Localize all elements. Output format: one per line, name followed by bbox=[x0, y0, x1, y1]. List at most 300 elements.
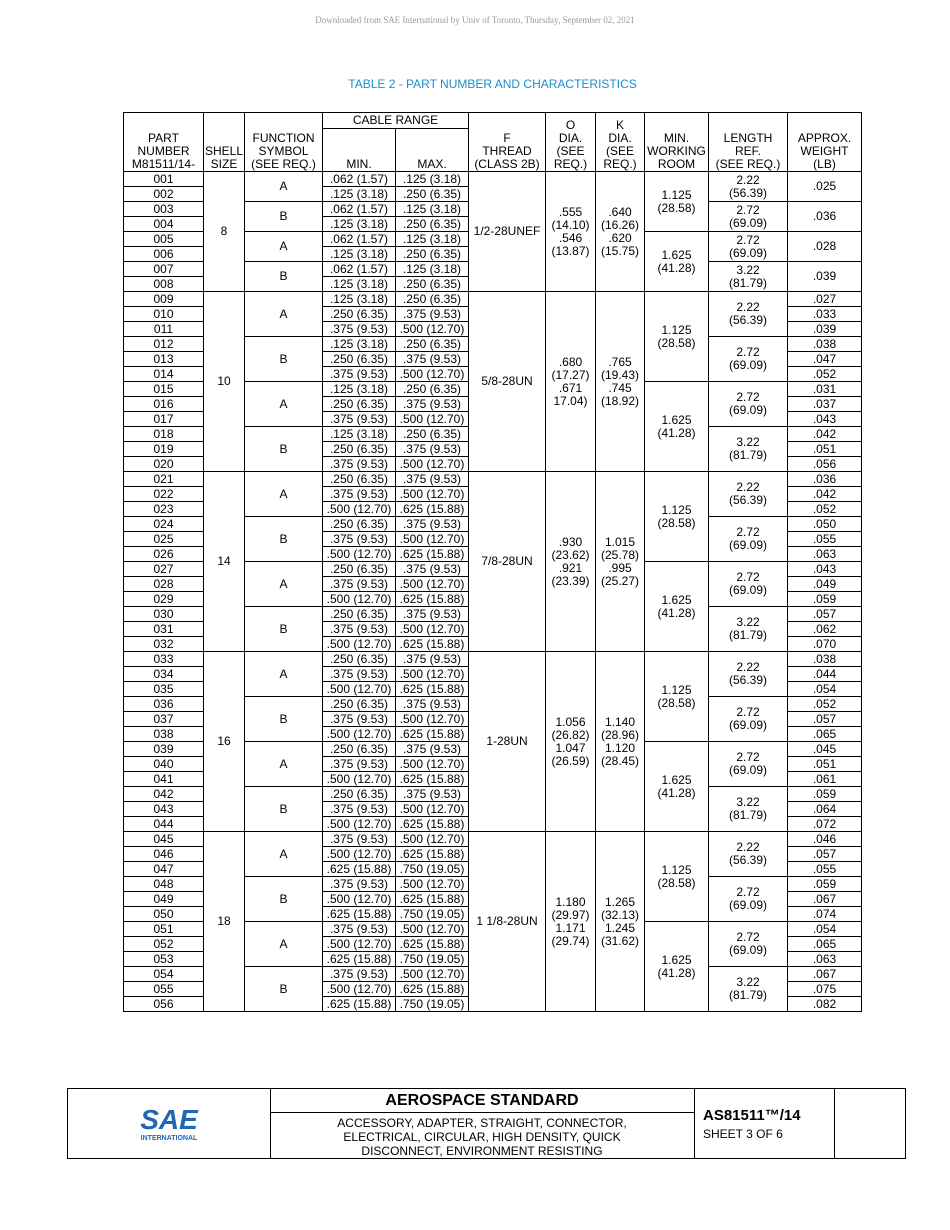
length-ref-line: 2.72 bbox=[736, 705, 760, 719]
cable-min-cell: .500 (12.70) bbox=[323, 682, 396, 697]
cable-min-cell: .375 (9.53) bbox=[323, 802, 396, 817]
o-dia-line: .546 bbox=[558, 230, 583, 245]
working-room-cell bbox=[645, 652, 709, 742]
header-line: SIZE bbox=[210, 157, 238, 171]
length-ref-line: (81.79) bbox=[728, 628, 768, 642]
working-room-line: 1.625 bbox=[661, 592, 692, 607]
cable-min-cell: .250 (6.35) bbox=[323, 397, 396, 412]
header-line: (LB) bbox=[813, 157, 836, 171]
weight-cell: .067 bbox=[788, 967, 862, 982]
description-line: ACCESSORY, ADAPTER, STRAIGHT, CONNECTOR, bbox=[337, 1116, 627, 1130]
o-dia-line: (13.87) bbox=[551, 243, 590, 258]
weight-cell: .036 bbox=[788, 202, 862, 232]
length-ref-line: (69.09) bbox=[728, 763, 768, 777]
cable-max-cell: .500 (12.70) bbox=[396, 487, 469, 502]
cable-max-cell: .625 (15.88) bbox=[396, 937, 469, 952]
length-ref-line: 2.72 bbox=[736, 885, 760, 899]
header-line: THREAD bbox=[482, 144, 532, 158]
weight-cell: .065 bbox=[788, 937, 862, 952]
function-symbol-cell: A bbox=[245, 232, 323, 262]
cable-min-cell: .500 (12.70) bbox=[323, 637, 396, 652]
length-ref-line: (56.39) bbox=[728, 673, 768, 687]
header-line: REF. bbox=[734, 144, 761, 158]
part-number-cell: 002 bbox=[124, 187, 204, 202]
working-room-line: 1.625 bbox=[661, 412, 692, 427]
length-ref-cell bbox=[709, 262, 788, 292]
weight-cell: .046 bbox=[788, 832, 862, 847]
weight-cell: .039 bbox=[788, 262, 862, 292]
length-ref-line: 2.22 bbox=[736, 172, 760, 187]
part-number-cell: 011 bbox=[124, 322, 204, 337]
k-dia-line: 1.015 bbox=[604, 534, 636, 549]
part-number-cell: 050 bbox=[124, 907, 204, 922]
cable-max-cell: .250 (6.35) bbox=[396, 217, 469, 232]
k-dia-line: 1.140 bbox=[604, 714, 636, 729]
part-number-cell: 026 bbox=[124, 547, 204, 562]
length-ref-line: (69.09) bbox=[728, 583, 768, 597]
description-line: DISCONNECT, ENVIRONMENT RESISTING bbox=[361, 1144, 603, 1158]
weight-cell: .028 bbox=[788, 232, 862, 262]
function-symbol-cell: A bbox=[245, 742, 323, 787]
part-number-cell: 056 bbox=[124, 997, 204, 1012]
cable-min-cell: .375 (9.53) bbox=[323, 757, 396, 772]
o-dia-line: 1.180 bbox=[555, 894, 586, 909]
function-symbol-cell: B bbox=[245, 337, 323, 382]
cable-min-cell: .250 (6.35) bbox=[323, 697, 396, 712]
part-number-table bbox=[123, 112, 862, 1012]
length-ref-line: (81.79) bbox=[728, 448, 768, 462]
k-dia-cell bbox=[596, 472, 645, 652]
table-row bbox=[124, 472, 862, 487]
k-dia-cell bbox=[596, 172, 645, 292]
cable-max-cell: .125 (3.18) bbox=[396, 202, 469, 217]
part-number-cell: 024 bbox=[124, 517, 204, 532]
function-symbol-cell: B bbox=[245, 202, 323, 232]
weight-cell: .051 bbox=[788, 757, 862, 772]
length-ref-cell bbox=[709, 427, 788, 472]
k-dia-line: .620 bbox=[608, 230, 632, 245]
cable-max-cell: .500 (12.70) bbox=[396, 412, 469, 427]
working-room-line: (41.28) bbox=[657, 785, 696, 800]
weight-cell: .082 bbox=[788, 997, 862, 1012]
cable-min-cell: .062 (1.57) bbox=[323, 202, 396, 217]
cable-max-cell: .125 (3.18) bbox=[396, 232, 469, 247]
cable-max-cell: .375 (9.53) bbox=[396, 442, 469, 457]
weight-cell: .039 bbox=[788, 322, 862, 337]
weight-cell: .057 bbox=[788, 607, 862, 622]
part-number-cell: 036 bbox=[124, 697, 204, 712]
part-number-cell: 031 bbox=[124, 622, 204, 637]
function-symbol-cell: B bbox=[245, 427, 323, 472]
document-description bbox=[270, 1116, 694, 1158]
thread-cell: 5/8-28UN bbox=[469, 292, 546, 472]
thread-cell: 1 1/8-28UN bbox=[469, 832, 546, 1012]
cable-max-cell: .500 (12.70) bbox=[396, 922, 469, 937]
header-line: ROOM bbox=[657, 157, 696, 171]
header-line: LENGTH bbox=[723, 131, 773, 145]
working-room-cell bbox=[645, 472, 709, 562]
cable-min-cell: .062 (1.57) bbox=[323, 232, 396, 247]
part-number-cell: 042 bbox=[124, 787, 204, 802]
header-line: (SEE REQ.) bbox=[251, 157, 316, 171]
header-line: (SEE REQ.) bbox=[715, 157, 781, 171]
length-ref-cell bbox=[709, 877, 788, 922]
header-line: PART bbox=[148, 131, 179, 145]
length-ref-line: 3.22 bbox=[736, 795, 760, 809]
weight-cell: .052 bbox=[788, 502, 862, 517]
k-dia-line: .765 bbox=[608, 354, 632, 369]
weight-cell: .067 bbox=[788, 892, 862, 907]
o-dia-line: (29.74) bbox=[551, 933, 590, 948]
cable-max-cell: .375 (9.53) bbox=[396, 472, 469, 487]
working-room-line: (41.28) bbox=[657, 965, 696, 980]
cable-max-cell: .375 (9.53) bbox=[396, 397, 469, 412]
table-body bbox=[124, 172, 862, 1012]
sheet-number: SHEET 3 OF 6 bbox=[703, 1127, 783, 1141]
thread-cell: 7/8-28UN bbox=[469, 472, 546, 652]
cable-max-cell: .250 (6.35) bbox=[396, 337, 469, 352]
part-number-cell: 006 bbox=[124, 247, 204, 262]
weight-cell: .025 bbox=[788, 172, 862, 202]
cable-max-cell: .375 (9.53) bbox=[396, 517, 469, 532]
header-cable-range: CABLE RANGE bbox=[323, 113, 469, 129]
function-symbol-cell: A bbox=[245, 472, 323, 517]
cable-max-cell: .500 (12.70) bbox=[396, 967, 469, 982]
cable-max-cell: .125 (3.18) bbox=[396, 172, 469, 187]
weight-cell: .070 bbox=[788, 637, 862, 652]
o-dia-line: (29.97) bbox=[551, 907, 590, 922]
weight-cell: .038 bbox=[788, 652, 862, 667]
length-ref-line: 3.22 bbox=[736, 615, 760, 629]
o-dia-line: (26.82) bbox=[551, 727, 590, 742]
k-dia-line: .745 bbox=[608, 380, 632, 395]
part-number-cell: 012 bbox=[124, 337, 204, 352]
shell-size-cell: 18 bbox=[204, 832, 245, 1012]
working-room-line: (28.58) bbox=[657, 695, 696, 710]
shell-size-cell: 8 bbox=[204, 172, 245, 292]
function-symbol-cell: B bbox=[245, 877, 323, 922]
k-dia-cell bbox=[596, 832, 645, 1012]
part-number-cell: 014 bbox=[124, 367, 204, 382]
o-dia-line: .671 bbox=[558, 380, 583, 395]
cable-max-cell: .625 (15.88) bbox=[396, 502, 469, 517]
o-dia-line: (14.10) bbox=[551, 217, 590, 232]
cable-max-cell: .500 (12.70) bbox=[396, 577, 469, 592]
working-room-line: 1.125 bbox=[661, 502, 692, 517]
k-dia-line: (16.26) bbox=[600, 217, 640, 232]
cable-min-cell: .125 (3.18) bbox=[323, 382, 396, 397]
weight-cell: .074 bbox=[788, 907, 862, 922]
o-dia-line: 1.171 bbox=[555, 920, 586, 935]
cable-min-cell: .125 (3.18) bbox=[323, 337, 396, 352]
working-room-line: 1.125 bbox=[661, 322, 692, 337]
part-number-cell: 035 bbox=[124, 682, 204, 697]
table-title: TABLE 2 - PART NUMBER AND CHARACTERISTICS bbox=[348, 77, 637, 91]
title-block bbox=[67, 1088, 906, 1159]
cable-min-cell: .250 (6.35) bbox=[323, 562, 396, 577]
function-symbol-cell: A bbox=[245, 562, 323, 607]
thread-cell: 1/2-28UNEF bbox=[469, 172, 546, 292]
part-number-cell: 045 bbox=[124, 832, 204, 847]
o-dia-line: (23.62) bbox=[551, 547, 590, 562]
description-cell bbox=[270, 1089, 695, 1158]
function-symbol-cell: B bbox=[245, 262, 323, 292]
header-line: M81511/14- bbox=[131, 157, 196, 171]
working-room-line: (41.28) bbox=[657, 260, 696, 275]
length-ref-line: 2.72 bbox=[736, 525, 760, 539]
working-room-line: (41.28) bbox=[657, 605, 696, 620]
header-line: SYMBOL bbox=[258, 144, 309, 158]
working-room-cell bbox=[645, 922, 709, 1012]
weight-cell: .036 bbox=[788, 472, 862, 487]
header-line: NUMBER bbox=[137, 144, 190, 158]
length-ref-line: 2.72 bbox=[736, 232, 760, 247]
cable-max-cell: .375 (9.53) bbox=[396, 562, 469, 577]
part-number-cell: 041 bbox=[124, 772, 204, 787]
function-symbol-cell: A bbox=[245, 172, 323, 202]
k-dia-line: (31.62) bbox=[600, 933, 640, 948]
working-room-cell bbox=[645, 742, 709, 832]
weight-cell: .064 bbox=[788, 802, 862, 817]
header-line: REQ.) bbox=[553, 157, 588, 171]
part-number-cell: 023 bbox=[124, 502, 204, 517]
working-room-cell bbox=[645, 832, 709, 922]
weight-cell: .059 bbox=[788, 787, 862, 802]
logo-text: SAE bbox=[140, 1103, 198, 1135]
part-number-cell: 037 bbox=[124, 712, 204, 727]
cable-min-cell: .250 (6.35) bbox=[323, 652, 396, 667]
part-number-cell: 010 bbox=[124, 307, 204, 322]
header-line: F bbox=[503, 131, 511, 145]
length-ref-line: 2.22 bbox=[736, 480, 760, 494]
length-ref-cell bbox=[709, 517, 788, 562]
header-line: (CLASS 2B) bbox=[474, 157, 540, 171]
cable-max-cell: .625 (15.88) bbox=[396, 637, 469, 652]
working-room-line: 1.625 bbox=[661, 772, 692, 787]
standard-type: AEROSPACE STANDARD bbox=[270, 1089, 694, 1113]
length-ref-cell bbox=[709, 232, 788, 262]
table-row bbox=[124, 292, 862, 307]
o-dia-line: .555 bbox=[558, 204, 583, 219]
length-ref-line: 2.22 bbox=[736, 300, 760, 314]
cable-max-cell: .625 (15.88) bbox=[396, 847, 469, 862]
weight-cell: .037 bbox=[788, 397, 862, 412]
cable-max-cell: .250 (6.35) bbox=[396, 382, 469, 397]
part-number-cell: 047 bbox=[124, 862, 204, 877]
weight-cell: .027 bbox=[788, 292, 862, 307]
length-ref-line: (69.09) bbox=[728, 943, 768, 957]
length-ref-line: 3.22 bbox=[736, 262, 760, 277]
working-room-line: (28.58) bbox=[657, 515, 696, 530]
part-number-cell: 004 bbox=[124, 217, 204, 232]
cable-max-cell: .375 (9.53) bbox=[396, 697, 469, 712]
length-ref-line: (69.09) bbox=[728, 245, 768, 260]
part-number-cell: 027 bbox=[124, 562, 204, 577]
weight-cell: .072 bbox=[788, 817, 862, 832]
cable-max-cell: .375 (9.53) bbox=[396, 787, 469, 802]
weight-cell: .031 bbox=[788, 382, 862, 397]
length-ref-cell bbox=[709, 967, 788, 1012]
part-number-cell: 020 bbox=[124, 457, 204, 472]
function-symbol-cell: B bbox=[245, 787, 323, 832]
length-ref-line: 2.72 bbox=[736, 202, 760, 217]
cable-max-cell: .750 (19.05) bbox=[396, 907, 469, 922]
weight-cell: .038 bbox=[788, 337, 862, 352]
cable-min-cell: .125 (3.18) bbox=[323, 292, 396, 307]
function-symbol-cell: B bbox=[245, 607, 323, 652]
cable-min-cell: .625 (15.88) bbox=[323, 862, 396, 877]
header-line: WEIGHT bbox=[800, 144, 849, 158]
header-min: MIN. bbox=[323, 129, 396, 172]
weight-cell: .055 bbox=[788, 532, 862, 547]
header-line: REQ.) bbox=[603, 157, 637, 171]
cable-min-cell: .500 (12.70) bbox=[323, 772, 396, 787]
cable-min-cell: .125 (3.18) bbox=[323, 427, 396, 442]
cable-min-cell: .125 (3.18) bbox=[323, 247, 396, 262]
cable-max-cell: .375 (9.53) bbox=[396, 607, 469, 622]
length-ref-cell bbox=[709, 607, 788, 652]
working-room-line: (28.58) bbox=[657, 335, 696, 350]
cable-min-cell: .375 (9.53) bbox=[323, 712, 396, 727]
length-ref-line: (81.79) bbox=[728, 988, 768, 1002]
weight-cell: .044 bbox=[788, 667, 862, 682]
document-number: AS81511™/14 bbox=[703, 1107, 801, 1124]
function-symbol-cell: B bbox=[245, 517, 323, 562]
part-number-cell: 008 bbox=[124, 277, 204, 292]
part-number-cell: 051 bbox=[124, 922, 204, 937]
cable-max-cell: .625 (15.88) bbox=[396, 682, 469, 697]
cable-max-cell: .625 (15.88) bbox=[396, 892, 469, 907]
o-dia-line: .930 bbox=[558, 534, 583, 549]
part-number-cell: 046 bbox=[124, 847, 204, 862]
working-room-line: (28.58) bbox=[657, 200, 696, 215]
cable-min-cell: .375 (9.53) bbox=[323, 322, 396, 337]
length-ref-line: 3.22 bbox=[736, 975, 760, 989]
o-dia-line: 17.04) bbox=[553, 393, 588, 408]
cable-max-cell: .750 (19.05) bbox=[396, 997, 469, 1012]
header-line: DIA. bbox=[558, 131, 583, 145]
part-number-cell: 029 bbox=[124, 592, 204, 607]
cable-min-cell: .375 (9.53) bbox=[323, 487, 396, 502]
part-number-cell: 054 bbox=[124, 967, 204, 982]
length-ref-line: (56.39) bbox=[728, 853, 768, 867]
o-dia-line: (26.59) bbox=[551, 753, 590, 768]
working-room-cell bbox=[645, 232, 709, 292]
cable-min-cell: .375 (9.53) bbox=[323, 577, 396, 592]
length-ref-line: (69.09) bbox=[728, 215, 768, 230]
weight-cell: .059 bbox=[788, 592, 862, 607]
weight-cell: .043 bbox=[788, 412, 862, 427]
o-dia-line: .921 bbox=[558, 560, 583, 575]
weight-cell: .054 bbox=[788, 922, 862, 937]
length-ref-line: (56.39) bbox=[728, 493, 768, 507]
weight-cell: .043 bbox=[788, 562, 862, 577]
part-number-cell: 044 bbox=[124, 817, 204, 832]
working-room-cell bbox=[645, 382, 709, 472]
k-dia-line: 1.265 bbox=[604, 894, 636, 909]
part-number-cell: 055 bbox=[124, 982, 204, 997]
header-function-symbol bbox=[245, 113, 323, 172]
length-ref-line: (69.09) bbox=[728, 898, 768, 912]
shell-size-cell: 10 bbox=[204, 292, 245, 472]
length-ref-cell bbox=[709, 337, 788, 382]
length-ref-cell bbox=[709, 742, 788, 787]
cable-max-cell: .625 (15.88) bbox=[396, 727, 469, 742]
cable-max-cell: .375 (9.53) bbox=[396, 352, 469, 367]
sae-logo bbox=[134, 1102, 204, 1146]
k-dia-line: (32.13) bbox=[600, 907, 640, 922]
length-ref-cell bbox=[709, 697, 788, 742]
cable-max-cell: .500 (12.70) bbox=[396, 667, 469, 682]
part-number-cell: 018 bbox=[124, 427, 204, 442]
cable-max-cell: .375 (9.53) bbox=[396, 652, 469, 667]
header-part-number bbox=[124, 113, 204, 172]
header-line: APPROX. bbox=[797, 131, 852, 145]
description-line: ELECTRICAL, CIRCULAR, HIGH DENSITY, QUICK bbox=[343, 1130, 621, 1144]
part-number-cell: 001 bbox=[124, 172, 204, 187]
cable-min-cell: .500 (12.70) bbox=[323, 817, 396, 832]
working-room-line: 1.125 bbox=[661, 682, 692, 697]
weight-cell: .062 bbox=[788, 622, 862, 637]
working-room-cell bbox=[645, 562, 709, 652]
k-dia-line: .995 bbox=[608, 560, 632, 575]
cable-max-cell: .250 (6.35) bbox=[396, 427, 469, 442]
weight-cell: .050 bbox=[788, 517, 862, 532]
cable-max-cell: .500 (12.70) bbox=[396, 712, 469, 727]
cable-max-cell: .500 (12.70) bbox=[396, 832, 469, 847]
cable-min-cell: .250 (6.35) bbox=[323, 742, 396, 757]
header-line: DIA. bbox=[608, 131, 632, 145]
cable-max-cell: .250 (6.35) bbox=[396, 247, 469, 262]
header-line: K bbox=[615, 118, 624, 132]
header-o-dia bbox=[546, 113, 596, 172]
cable-min-cell: .250 (6.35) bbox=[323, 787, 396, 802]
logo-cell bbox=[68, 1089, 271, 1158]
working-room-line: 1.125 bbox=[661, 862, 692, 877]
header-line: WORKING bbox=[647, 144, 706, 158]
weight-cell: .047 bbox=[788, 352, 862, 367]
cable-max-cell: .750 (19.05) bbox=[396, 862, 469, 877]
o-dia-cell bbox=[546, 292, 596, 472]
cable-min-cell: .500 (12.70) bbox=[323, 502, 396, 517]
function-symbol-cell: B bbox=[245, 697, 323, 742]
k-dia-line: (25.78) bbox=[600, 547, 640, 562]
document-number-cell bbox=[694, 1089, 835, 1158]
part-number-cell: 022 bbox=[124, 487, 204, 502]
working-room-cell bbox=[645, 292, 709, 382]
o-dia-line: (17.27) bbox=[551, 367, 590, 382]
cable-max-cell: .625 (15.88) bbox=[396, 817, 469, 832]
function-symbol-cell: A bbox=[245, 652, 323, 697]
o-dia-cell bbox=[546, 652, 596, 832]
weight-cell: .061 bbox=[788, 772, 862, 787]
cable-min-cell: .250 (6.35) bbox=[323, 607, 396, 622]
header-length-ref bbox=[709, 113, 788, 172]
weight-cell: .045 bbox=[788, 742, 862, 757]
k-dia-line: (28.96) bbox=[600, 727, 640, 742]
cable-min-cell: .375 (9.53) bbox=[323, 622, 396, 637]
cable-min-cell: .500 (12.70) bbox=[323, 727, 396, 742]
part-number-cell: 049 bbox=[124, 892, 204, 907]
header-line: (SEE bbox=[556, 144, 585, 158]
weight-cell: .033 bbox=[788, 307, 862, 322]
cable-max-cell: .250 (6.35) bbox=[396, 292, 469, 307]
cable-min-cell: .375 (9.53) bbox=[323, 877, 396, 892]
cable-min-cell: .375 (9.53) bbox=[323, 922, 396, 937]
part-number-cell: 007 bbox=[124, 262, 204, 277]
header-f-thread bbox=[469, 113, 546, 172]
length-ref-line: 2.72 bbox=[736, 345, 760, 359]
